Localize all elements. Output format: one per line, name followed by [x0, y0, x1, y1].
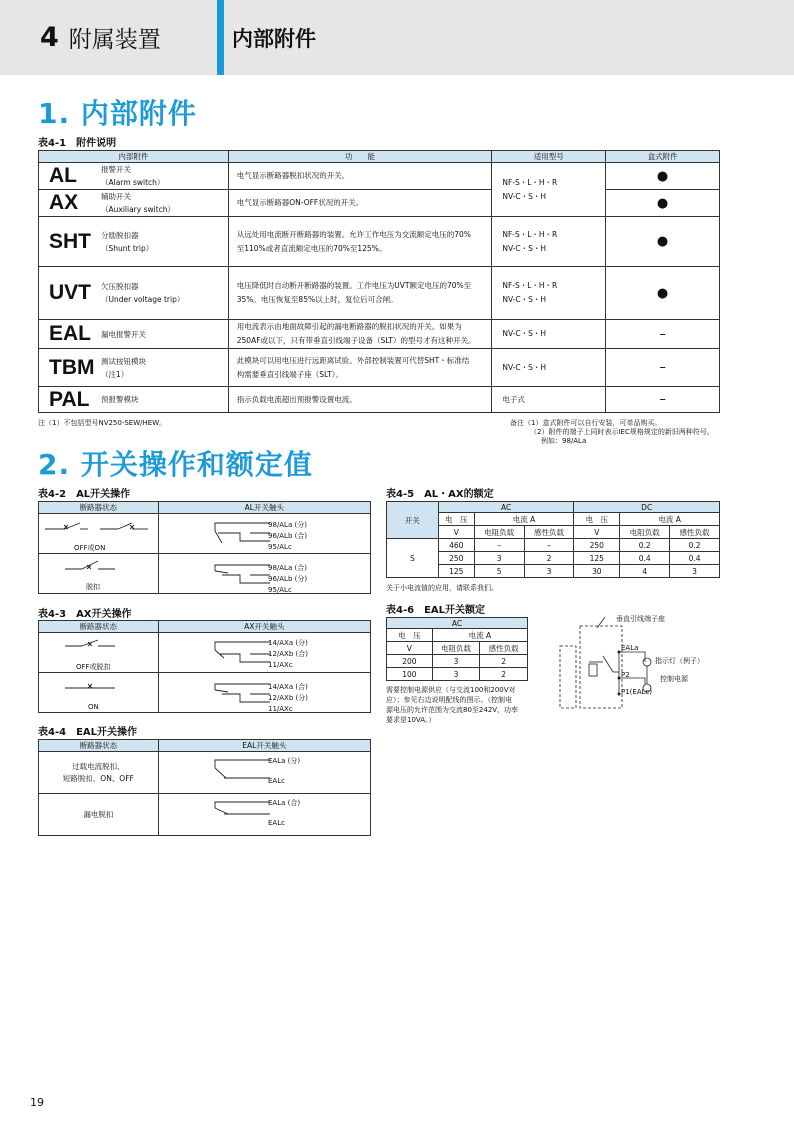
eal-contact-symbols [210, 754, 272, 828]
state-label: 漏电脱扣 [39, 794, 159, 836]
col-header: AC [387, 618, 528, 629]
cell: 250 [574, 539, 620, 552]
contact-label: 96/ALb (合) [268, 532, 308, 540]
col-header: 适用型号 [492, 151, 606, 163]
accessory-name: 测试按钮模块 [101, 356, 146, 366]
col-header: 电 压 [387, 629, 433, 642]
models: NF-S・L・H・R [502, 229, 558, 239]
cell: 0.2 [620, 539, 670, 552]
accessory-en: （Shunt trip） [101, 243, 154, 253]
state-label: 过载电流脱扣、 [72, 761, 125, 771]
state-label: OFF或脱扣 [76, 663, 111, 671]
accessory-code: EAL [49, 322, 91, 345]
accessory-code: AX [49, 191, 79, 214]
table45 [386, 501, 720, 578]
col-header: 断路器状态 [39, 740, 159, 752]
col-header: 感性负载 [670, 526, 720, 539]
col-header: 断路器状态 [39, 621, 159, 633]
models: NV-C・S・H [492, 320, 606, 349]
cassette-mark: – [606, 320, 720, 349]
function-text: 指示负载电流超出预报警设置电流。 [228, 387, 492, 413]
accessory-code: TBM [49, 355, 95, 379]
chapter-title: 附属装置 [68, 27, 161, 53]
cell: 2 [480, 668, 528, 681]
table45-note: 关于小电流值的应用，请联系我们。 [386, 584, 498, 592]
state-label: ON [88, 703, 99, 711]
page-header [0, 0, 794, 75]
contact-label: 12/AXb (合) [268, 650, 308, 658]
cell: 2 [524, 552, 574, 565]
col-header: DC [574, 502, 720, 513]
chapter-number: 4 [40, 22, 59, 53]
table46-note: 源电压的允许范围为交流80至242V、功率 [386, 706, 519, 714]
state-label: OFF或ON [74, 544, 106, 552]
col-header: 电阻负载 [620, 526, 670, 539]
col-header: 电流 A [620, 513, 720, 526]
models: NF-S・L・H・R [502, 177, 558, 187]
breaker-open-symbol [40, 514, 156, 540]
function-text: 从远处用电流断开断路器的装置。允许工作电压为交流额定电压的70% [236, 229, 471, 239]
table46-note: 要求是10VA。） [386, 716, 436, 724]
diagram-label: P1(EALc) [621, 688, 653, 696]
contact-label: EALc [268, 777, 285, 785]
cell: 4 [620, 565, 670, 578]
col-header: 电阻负载 [432, 642, 480, 655]
cell: 200 [387, 655, 433, 668]
table42-caption: 表4-2 AL开关操作 [38, 489, 131, 500]
section2-title: 2. 开关操作和额定值 [38, 448, 313, 481]
function-text: 电气显示断路器脱扣状况的开关。 [228, 163, 492, 190]
accessory-name: 漏电报警开关 [101, 329, 146, 339]
col-header: V [574, 526, 620, 539]
cell: 3 [474, 552, 524, 565]
cell: 3 [524, 565, 574, 578]
cell: 0.2 [670, 539, 720, 552]
table44-caption: 表4-4 EAL开关操作 [38, 727, 138, 738]
models: NV-C・S・H [492, 349, 606, 387]
cell: 0.4 [670, 552, 720, 565]
table46-note: 应）；参见右边说明配线的图示。（控制电 [386, 696, 512, 704]
al-contact-symbols [210, 517, 272, 593]
table-row [387, 539, 720, 552]
col-header: 电 压 [574, 513, 620, 526]
cell: 125 [574, 552, 620, 565]
remark-3: 例如：98/ALa [541, 437, 587, 445]
cell: 250 [438, 552, 474, 565]
cell: 30 [574, 565, 620, 578]
table46 [386, 617, 528, 681]
contact-label: 96/ALb (分) [268, 575, 308, 583]
contact-label: 12/AXb (分) [268, 694, 308, 702]
state-label: 短路脱扣、ON、OFF [62, 773, 134, 783]
diagram-label: 指示灯（例子） [655, 657, 704, 665]
col-header: 感性负载 [480, 642, 528, 655]
col-header: 内部附件 [39, 151, 229, 163]
accessory-name: 报警开关 [101, 165, 131, 174]
contact-label: 11/AXc [268, 661, 293, 669]
table43-caption: 表4-3 AX开关操作 [38, 609, 132, 620]
section-title: 内部附件 [232, 26, 316, 51]
contact-label: 11/AXc [268, 705, 293, 713]
cell: 3 [432, 668, 480, 681]
table-row [39, 320, 720, 349]
table-row [387, 668, 528, 681]
cell: 100 [387, 668, 433, 681]
contact-label: 14/AXa (合) [268, 683, 308, 691]
breaker-on-symbol [60, 680, 120, 694]
col-header: 功 能 [228, 151, 492, 163]
function-text: 电气显示断路器ON-OFF状况的开关。 [228, 190, 492, 217]
col-header: 开关 [387, 502, 439, 539]
models: NV-C・S・H [502, 295, 546, 304]
col-header: AX开关触头 [158, 621, 370, 633]
col-header: 盒式附件 [606, 151, 720, 163]
contact-label: EALa (合) [268, 799, 301, 807]
col-header: 断路器状态 [39, 502, 159, 514]
accessory-code: SHT [49, 229, 91, 253]
cell: 5 [474, 565, 524, 578]
models: NV-C・S・H [502, 191, 546, 201]
contact-label: 95/ALc [268, 543, 292, 551]
table46-note: 需要控制电源供应（与交流100和200V对 [386, 686, 516, 694]
state-label: 脱扣 [86, 583, 100, 591]
table-row [39, 387, 720, 413]
accessory-name: 辅助开关 [101, 192, 131, 201]
col-header: 电 压 [438, 513, 474, 526]
breaker-trip-symbol [60, 555, 120, 575]
table41-caption: 表4-1 附件说明 [38, 138, 117, 149]
accessory-en: （Under voltage trip） [101, 295, 185, 304]
contact-label: EALa (分) [268, 757, 301, 765]
cell: 2 [480, 655, 528, 668]
cassette-mark: ● [606, 217, 720, 267]
cell: – [524, 539, 574, 552]
cell: 3 [432, 655, 480, 668]
header-divider [217, 0, 224, 75]
col-header: 电流 A [474, 513, 574, 526]
col-header: 电流 A [432, 629, 527, 642]
table41 [38, 150, 720, 413]
accessory-en: （Alarm switch） [101, 178, 165, 187]
function-text: 250AF或以下，只有带垂直引线端子设备（SLT）的型号才有这种开关。 [236, 336, 476, 345]
section1-title: 1. 内部附件 [38, 97, 197, 130]
table-row [39, 794, 371, 836]
page-number: 19 [30, 1096, 44, 1109]
accessory-en: （注1） [101, 369, 129, 379]
table-row [39, 349, 720, 387]
table44 [38, 739, 371, 836]
table-row [39, 163, 720, 190]
col-header: EAL开关触头 [158, 740, 370, 752]
accessory-name: 预报警模块 [101, 395, 139, 404]
accessory-code: PAL [49, 387, 90, 411]
cassette-mark: ● [606, 163, 720, 190]
cassette-mark: – [606, 387, 720, 413]
contact-label: 95/ALc [268, 586, 292, 594]
accessory-en: （Auxiliary switch） [101, 205, 176, 214]
function-text: 用电流表示由地面故障引起的漏电断路器的脱扣状况的开关。如果为 [236, 322, 462, 331]
cassette-mark: ● [606, 267, 720, 320]
diagram-label: 控制电源 [660, 675, 688, 683]
accessory-code: AL [49, 164, 77, 187]
table-row [387, 655, 528, 668]
cassette-mark: – [606, 349, 720, 387]
function-text: 构需要垂直引线端子座（SLT）。 [236, 369, 344, 379]
accessory-name: 分励脱扣器 [101, 230, 139, 240]
cell: 0.4 [620, 552, 670, 565]
remark-1: 备注（1）盒式附件可以自行安装，可单品购买。 [510, 419, 662, 427]
col-header: V [438, 526, 474, 539]
function-text: 电压降低时自动断开断路器的装置。工作电压为UVT额定电压的70%至 [236, 281, 472, 290]
table-row [39, 217, 720, 267]
chapter-block [0, 0, 217, 75]
diagram-label: P2 [621, 671, 630, 679]
contact-label: EALc [268, 819, 285, 827]
cell: – [474, 539, 524, 552]
contact-label: 14/AXa (分) [268, 639, 308, 647]
table-row [39, 752, 371, 794]
table-row [39, 267, 720, 320]
col-header: V [387, 642, 433, 655]
models: 电子式 [492, 387, 606, 413]
col-header: 感性负载 [524, 526, 574, 539]
cell: 460 [438, 539, 474, 552]
table46-caption: 表4-6 EAL开关额定 [386, 605, 486, 616]
table41-note: 注（1）不包括型号NV250-SEW/HEW。 [38, 419, 167, 427]
table-row [39, 190, 720, 217]
function-text: 至110%或者直流额定电压的70%至125%。 [236, 243, 387, 253]
function-text: 35%。电压恢复至85%以上时，复位后可合闸。 [236, 295, 398, 304]
cell: 125 [438, 565, 474, 578]
function-text: 此模块可以用电压进行远距离试验。外部控制装置可代替SHT・标准结 [236, 355, 470, 365]
models: NV-C・S・H [502, 243, 546, 253]
remark-2: （2）附件的端子上同时表示IEC规格规定的新旧两种符号。 [530, 428, 714, 436]
cassette-mark: ● [606, 190, 720, 217]
contact-label: 98/ALa (合) [268, 564, 307, 572]
switch-type: S [387, 539, 439, 578]
models: NF-S・L・H・R [502, 281, 558, 290]
col-header: 电阻负载 [474, 526, 524, 539]
col-header: AL开关触头 [158, 502, 370, 514]
col-header: AC [438, 502, 574, 513]
contact-label: 98/ALa (分) [268, 521, 307, 529]
diagram-label: 垂直引线端子座 [616, 615, 665, 623]
table45-caption: 表4-5 AL・AX的额定 [386, 489, 494, 500]
ax-contact-symbols [210, 636, 272, 712]
breaker-open-symbol [60, 636, 120, 656]
diagram-label: EALa [621, 644, 639, 652]
accessory-code: UVT [49, 281, 91, 304]
accessory-name: 欠压脱扣器 [101, 282, 139, 291]
cell: 3 [670, 565, 720, 578]
